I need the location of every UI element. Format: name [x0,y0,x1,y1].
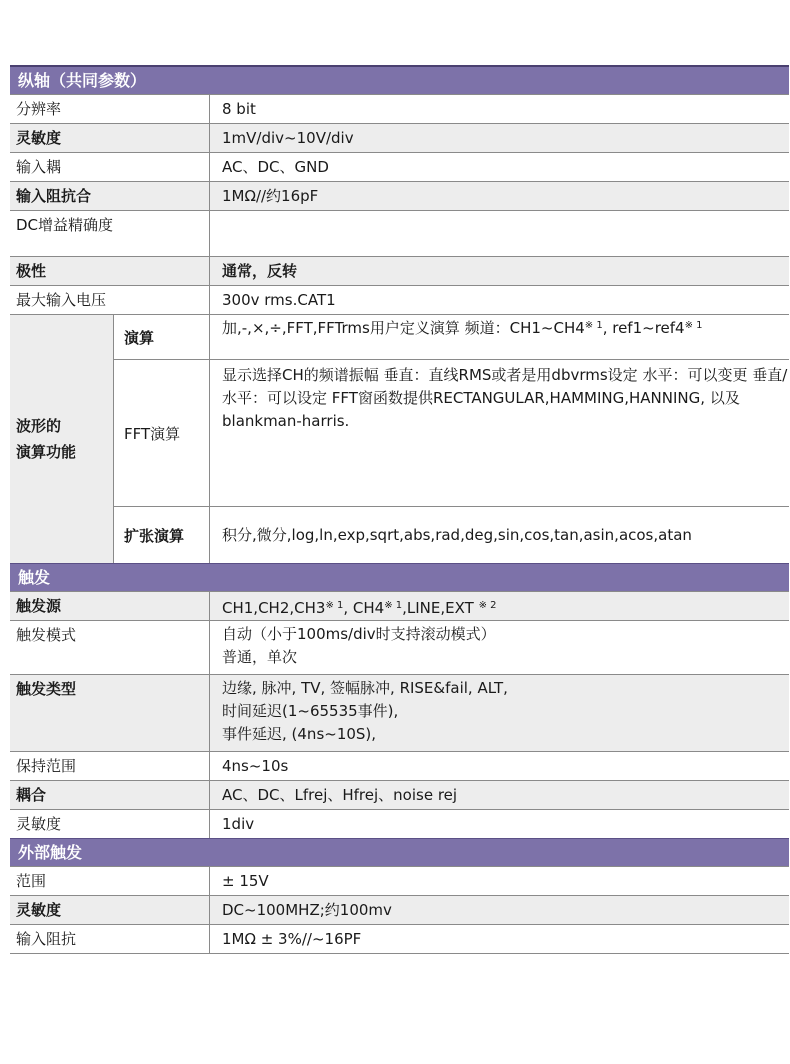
row-value [210,211,789,256]
footnote-mark: ※ 1 [325,600,344,611]
row-value: 300v rms.CAT1 [222,291,336,309]
table-row [10,285,789,314]
row-label: 触发模式 [10,621,210,674]
table-row [10,152,789,181]
row-label: 触发类型 [10,675,210,751]
row-value: 1MΩ ± 3%//~16PF [222,930,362,948]
row-value: 1div [222,815,255,833]
fft-line: 垂直：直线RMS或者是用dbvrms设定 [383,366,638,384]
footnote-mark: ※ 1 [384,600,403,611]
fft-line: 水平：可以变更 [642,366,748,384]
footnote-mark: ※ 1 [584,320,603,331]
row-label: 输入阻抗 [10,925,210,953]
fft-line: 垂直/水平：可以设定 [222,366,788,407]
row-label: 极性 [10,257,210,285]
row-value: 1mV/div~10V/div [222,129,354,147]
row-value: 8 bit [222,100,256,118]
table-row [10,866,789,895]
row-value: ± 15V [222,872,269,890]
trigger-type-value [210,675,789,751]
row-label: 最大输入电压 [10,286,210,314]
table-row [10,751,789,780]
table-row [10,780,789,809]
section-header-trigger: 触发 [10,563,789,591]
table-row [114,506,789,563]
waveform-label-line2: 演算功能 [16,443,77,461]
table-row [10,123,789,152]
source-part: , CH4 [343,599,385,617]
calc-value [210,315,789,359]
mode-line: 自动（小于100ms/div时支持滚动模式） [222,625,496,643]
source-part: CH1,CH2,CH3 [222,599,326,617]
type-line: 边缘, 脉冲, TV, 签幅脉冲, RISE&fail, ALT, [222,679,508,697]
trigger-mode-value [210,621,789,674]
table-row [114,359,789,506]
calc-line2 [465,319,703,337]
table-row [10,620,789,674]
row-value: AC、DC、GND [222,158,329,176]
row-label: 触发源 [10,592,210,620]
table-row [10,591,789,620]
waveform-calc-label [10,315,114,563]
footnote-mark: ※ 1 [684,320,703,331]
row-label: 分辨率 [10,95,210,123]
ext-calc-label: 扩张演算 [114,507,210,563]
table-row [10,181,789,210]
waveform-label-line1: 波形的 [16,417,62,435]
row-value: 4ns~10s [222,757,289,775]
row-label: 耦合 [10,781,210,809]
fft-line: 以及blankman-harris. [222,389,740,430]
table-row [10,94,789,123]
calc-line1: 加,-,×,÷,FFT,FFTrms用户定义演算 [222,319,460,337]
type-line: 时间延迟(1~65535事件), [222,702,399,720]
ext-calc-value: 积分,微分,log,ln,exp,sqrt,abs,rad,deg,sin,cos,tan,asin,acos,atan [222,525,692,544]
row-label: 灵敏度 [10,810,210,838]
row-label: 保持范围 [10,752,210,780]
row-label: 输入耦 [10,153,210,181]
row-label: 输入阻抗合 [10,182,210,210]
fft-line: 显示选择CH的频谱振幅 [222,366,379,384]
table-row [10,256,789,285]
row-value: 通常，反转 [222,262,298,280]
table-row [10,210,789,256]
fft-value [210,360,789,506]
table-row [114,315,789,359]
row-label: 灵敏度 [10,124,210,152]
table-row [10,895,789,924]
row-label: DC增益精确度 [10,211,210,256]
calc-label: 演算 [114,315,210,359]
row-label: 范围 [10,867,210,895]
table-row [10,924,789,954]
waveform-calc-group [10,314,789,563]
table-row [10,809,789,838]
row-label: 灵敏度 [10,896,210,924]
spec-table [10,65,789,954]
fft-label: FFT演算 [114,360,210,506]
row-value: AC、DC、Lfrej、Hfrej、noise rej [222,786,458,804]
type-line: 事件延迟, (4ns~10S), [222,725,377,743]
fft-line: FFT窗函数提供RECTANGULAR,HAMMING,HANNING, [331,389,706,407]
row-value: DC~100MHZ;约100mv [222,901,392,919]
calc-refs: , ref1~ref4 [602,319,685,337]
row-value: 1MΩ//约16pF [222,187,319,205]
section-header-external-trigger: 外部触发 [10,838,789,866]
source-part: ,LINE,EXT [402,599,479,617]
calc-channels: 频道：CH1~CH4 [464,319,585,337]
mode-line: 普通，单次 [222,648,298,666]
footnote-mark: ※ 2 [478,600,497,611]
trigger-source-value [210,592,789,620]
table-row [10,674,789,751]
section-header-vertical: 纵轴（共同参数） [10,65,789,94]
